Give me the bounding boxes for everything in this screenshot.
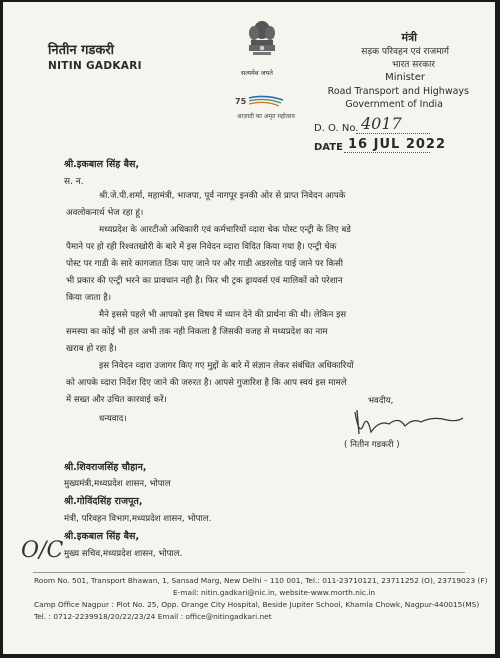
greeting: स. न.	[64, 177, 84, 187]
national-emblem-icon	[246, 18, 278, 64]
recipient-1-name: श्री.शिवराजसिंह चौहान,	[64, 462, 147, 473]
footer-line-3: Camp Office Nagpur : Plot No. 25, Opp. Orange City Hospital, Beside Jupiter School, Khamla Chowk, Nagpur-440015(MS)	[34, 600, 480, 609]
recipient-2-post: मंत्री, परिवहन विभाग,मध्यप्रदेश शासन, भोपाल.	[64, 514, 212, 524]
letter-page	[3, 2, 495, 654]
para3-line2: समस्या का कोई भी हल अभी तक नही निकला है जिसकी वजह से मध्यप्रदेश का नाम	[66, 327, 328, 337]
para2-line3: पोस्ट पर गाडी के सारे कागजात ठिक पाए जाने पर और गाडी अडरलोड पाई जाने पर किसी	[66, 259, 344, 269]
para3-line1: मैने इससे पहले भी आपको इस विषय में ध्यान देने की प्रार्थना की थी। लेकिन इस	[99, 310, 347, 320]
thanks: धन्यवाद।	[99, 414, 127, 424]
svg-text:75: 75	[235, 97, 247, 106]
footer-line-4: Tel. : 0712-2239918/20/22/23/24 Email : office@nitingadkari.net	[34, 612, 272, 621]
salutation: श्री.इकबाल सिंह बैस,	[64, 159, 140, 170]
date-label: DATE	[314, 142, 343, 153]
recipient-2-name: श्री.गोविंदसिंह राजपूत,	[64, 496, 143, 507]
ministry-hindi: सड़क परिवहन एवं राजमार्ग	[361, 47, 449, 57]
emblem-caption: सत्यमेव जयते	[241, 69, 273, 77]
do-number-value: 4017	[361, 114, 402, 133]
para4-line3: में सख्त और उचित कारवाई करें।	[66, 395, 167, 405]
handwritten-signature	[349, 406, 469, 440]
para4-line1: इस निवेदन व्दारा उजागर किए गए मुद्दों के बारे में संज्ञान लेकर संबंधित अधिकारियों	[99, 361, 354, 371]
date-line	[344, 152, 430, 153]
signatory-name: ( नितीन गडकरी )	[344, 440, 400, 450]
ministry-english: Road Transport and Highways	[327, 86, 469, 97]
para2-line5: किया जाता है।	[66, 293, 112, 303]
sender-name-hindi: नितीन गडकरी	[48, 43, 115, 58]
footer-line-1: Room No. 501, Transport Bhawan, 1, Sansad Marg, New Delhi – 110 001, Tel.: 011-23710121, 23711252 (O), 23719023 (F)	[34, 576, 488, 585]
para2-line2: पैमाने पर हो रही रिश्वतखोरी के बारे में इस निवेदन व्दारा विदित किया गया है। एन्ट्री चेक	[66, 242, 337, 252]
para4-line2: को आपके व्दारा निर्देश दिए जाने की जरुरत है। आपसे गुजारिश है कि आप स्वयं इस मामले	[66, 378, 347, 388]
para2-line1: मध्यप्रदेश के आरटीओ अधिकारी एवं कर्मचारियों व्दारा चेक पोस्ट एन्ट्री के लिए बडे	[99, 225, 351, 235]
oc-annotation: O/C	[21, 538, 64, 563]
recipient-1-post: मुख्यमंत्री,मध्यप्रदेश शासन, भोपाल	[64, 479, 171, 489]
sender-name-english: NITIN GADKARI	[48, 60, 142, 72]
do-number-label: D. O. No.	[314, 123, 359, 134]
footer-line-2: E-mail: nitin.gadkari@nic.in, website-www.morth.nic.in	[173, 588, 376, 597]
country-hindi: भारत सरकार	[391, 60, 435, 70]
recipient-3-post: मुख्य सचिव,मध्यप्रदेश शासन, भोपाल.	[64, 549, 183, 559]
recipient-3-name: श्री.इकबाल सिंह बैस,	[64, 531, 140, 542]
government-english: Government of India	[345, 99, 443, 110]
closing: भवदीय,	[368, 396, 394, 406]
para1-line1: श्री.जे.पी.शर्मा, महामंत्री, भाजपा, पूर्व नागपूर इनकी ओर से प्राप्त निवेदन आपके	[99, 191, 346, 201]
para3-line3: खराब हो रहा है।	[66, 344, 117, 354]
para1-line2: अवलोकनार्थ भेज रहा हूं।	[66, 208, 144, 218]
azadi-caption: आज़ादी का अमृत महोत्सव	[237, 113, 295, 120]
para2-line4: भी प्रकार की एन्ट्री भरने का प्रावधान नही है। फिर भी ट्रक ड्रायवर्स एवं मालिकों को परेशान	[66, 276, 343, 286]
designation-english: Minister	[385, 72, 425, 83]
designation-hindi: मंत्री	[401, 31, 417, 44]
date-value: 16 JUL 2022	[348, 137, 447, 152]
footer-divider	[33, 572, 465, 573]
do-number-line	[356, 133, 430, 134]
